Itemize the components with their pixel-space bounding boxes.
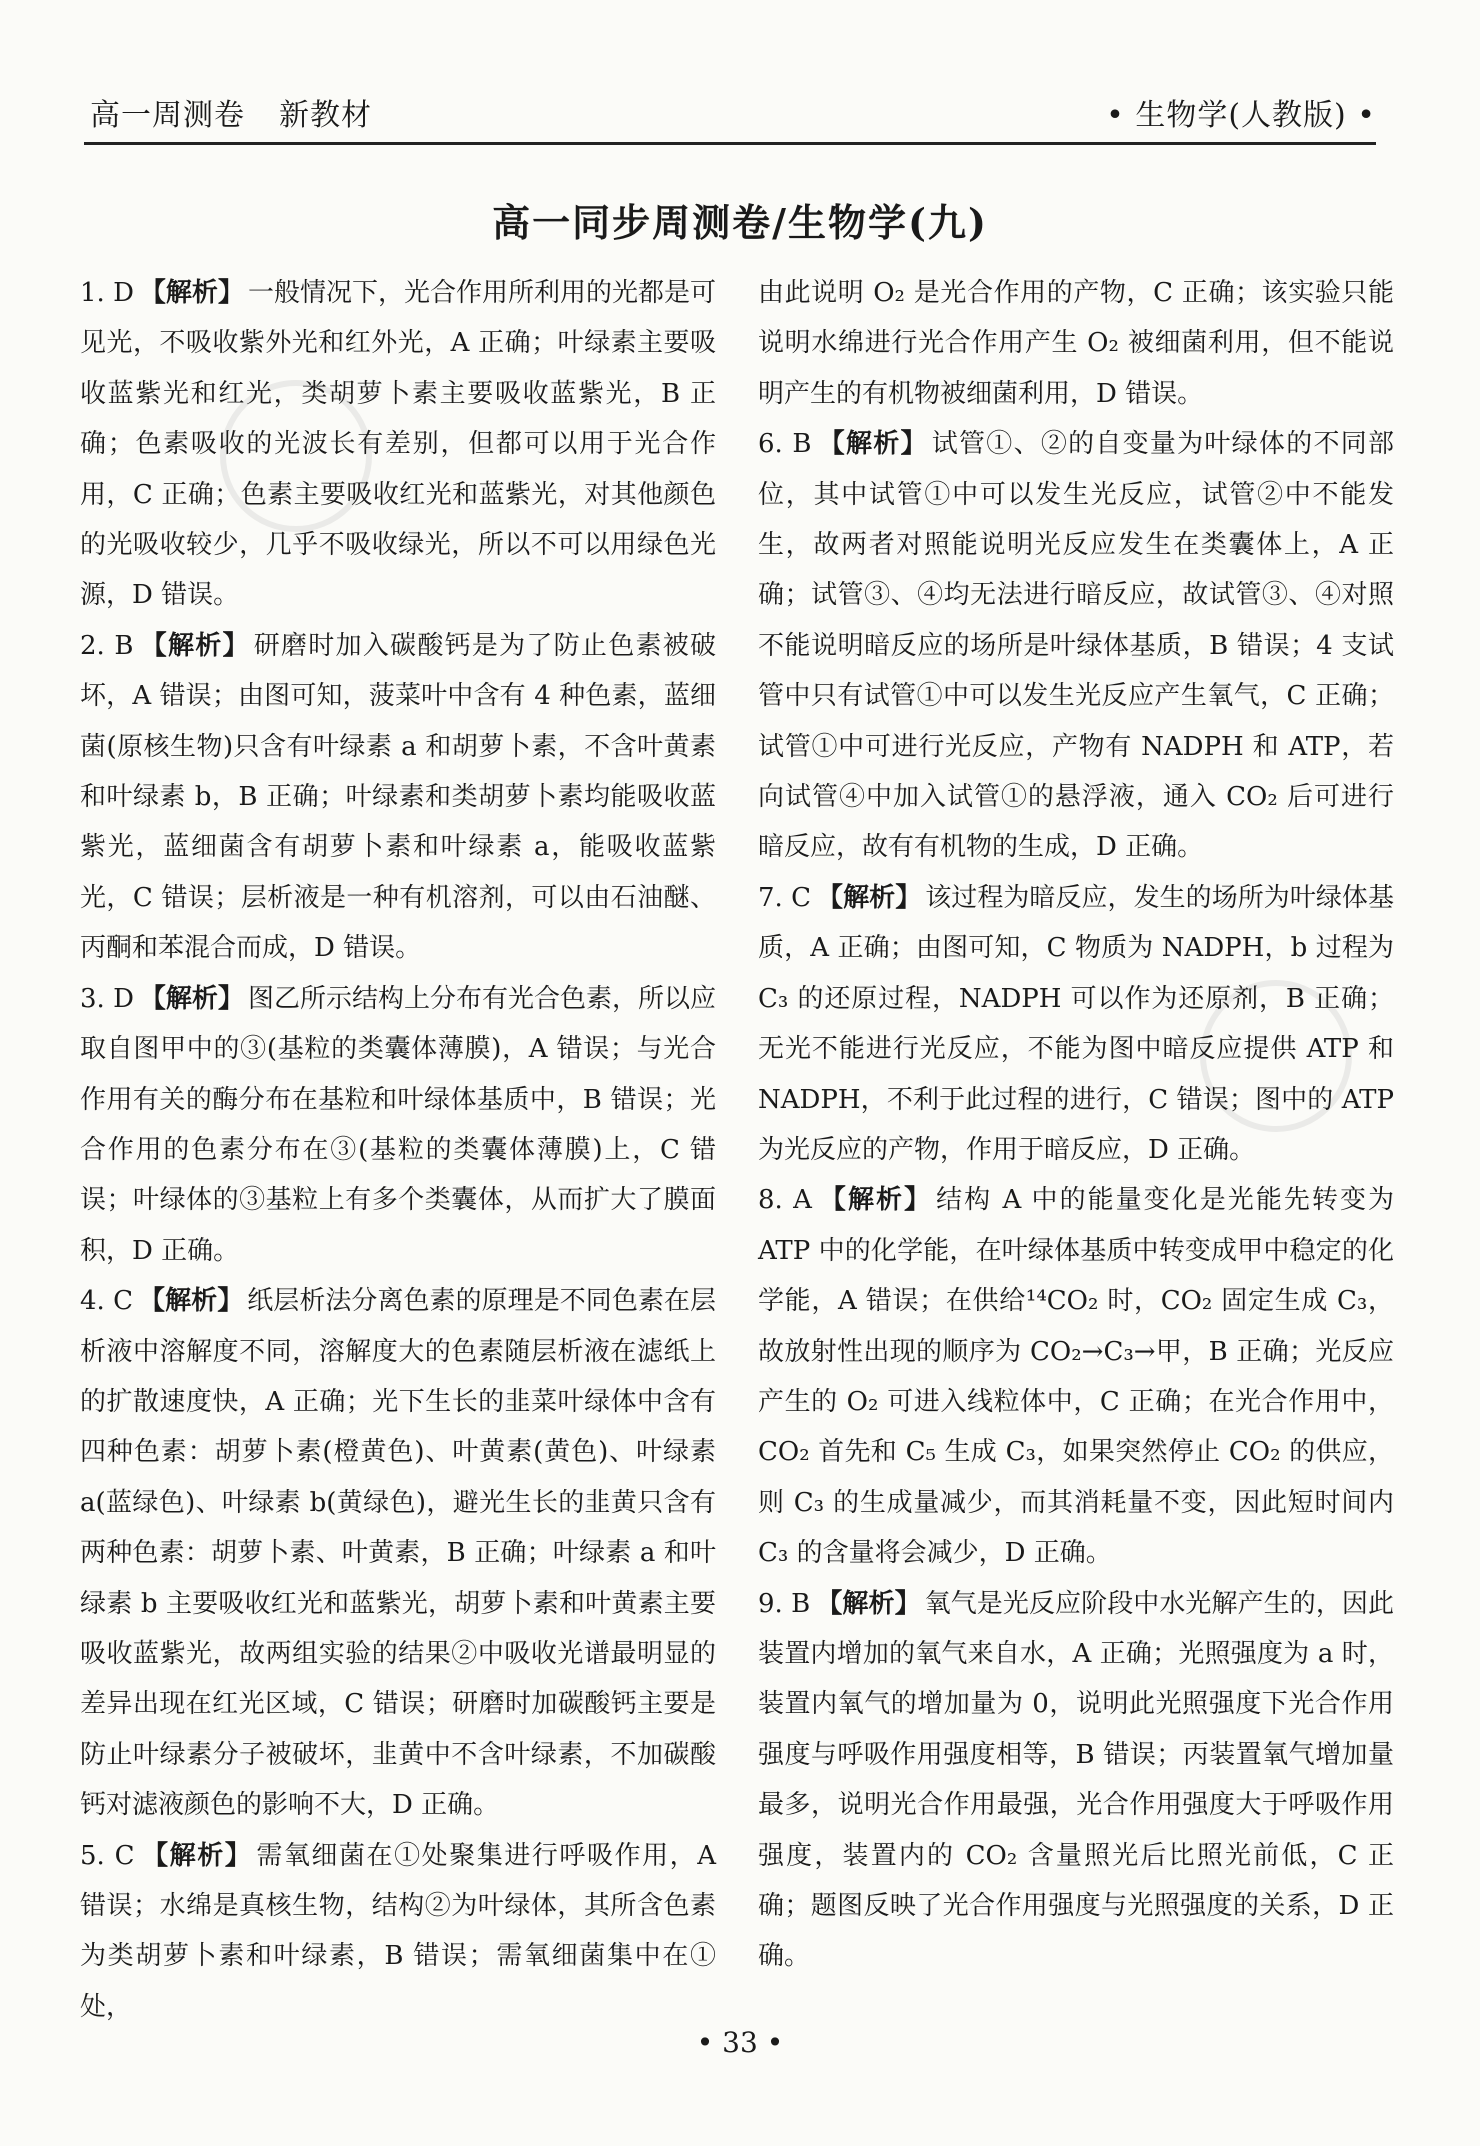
answer-text: 图乙所示结构上分布有光合色素，所以应取自图甲中的③(基粒的类囊体薄膜)，A 错误；与光合作用有关的酶分布在基粒和叶绿体基质中，B 错误；光合作用的色素分布在③(基粒的类囊体薄膜)上，C 错误；叶绿体的③基粒上有多个类囊体，从而扩大了膜面积，D 正确。 <box>80 983 716 1266</box>
answer-text: 由此说明 O₂ 是光合作用的产物，C 正确；该实验只能说明水绵进行光合作用产生 O₂ 被细菌利用，但不能说明产生的有机物被细菌利用，D 错误。 <box>758 278 1394 409</box>
answer-item-2: 2. B 【解析】 研磨时加入碳酸钙是为了防止色素被破坏，A 错误；由图可知，菠菜叶中含有 4 种色素，蓝细菌(原核生物)只含有叶绿素 a 和胡萝卜素，不含叶黄素和叶绿素 b，B 正确；叶绿素和类胡萝卜素均能吸收蓝紫光，蓝细菌含有胡萝卜素和叶绿素 a，能吸收蓝紫光，C 错误；层析液是一种有机溶剂，可以由石油醚、丙酮和苯混合而成，D 错误。 <box>80 630 716 964</box>
header-edition: 新教材 <box>279 98 372 133</box>
page-number: • 33 • <box>696 2026 784 2059</box>
right-column <box>758 268 1394 1982</box>
answer-text: 试管①、②的自变量为叶绿体的不同部位，其中试管①中可以发生光反应，试管②中不能发生，故两者对照能说明光反应发生在类囊体上，A 正确；试管③、④均无法进行暗反应，故试管③、④对照不能说明暗反应的场所是叶绿体基质，B 错误；4 支试管中只有试管①中可以发生光反应产生氧气，C 正确；试管①中可进行光反应，产物有 NADPH 和 ATP，若向试管④中加入试管①的悬浮液，通入 CO₂ 后可进行暗反应，故有有机物的生成，D 正确。 <box>758 429 1394 863</box>
answer-item-7: 7. C 【解析】 该过程为暗反应，发生的场所为叶绿体基质，A 正确；由图可知，C 物质为 NADPH，b 过程为 C₃ 的还原过程，NADPH 可以作为还原剂，B 正确；无光不能进行光反应，不能为图中暗反应提供 ATP 和 NADPH，不利于此过程的进行，C 错误；图中的 ATP 为光反应的产物，作用于暗反应，D 正确。 <box>758 882 1394 1165</box>
answer-text: 该过程为暗反应，发生的场所为叶绿体基质，A 正确；由图可知，C 物质为 NADPH，b 过程为 C₃ 的还原过程，NADPH 可以作为还原剂，B 正确；无光不能进行光反应，不能为图中暗反应提供 ATP 和 NADPH，不利于此过程的进行，C 错误；图中的 ATP 为光反应的产物，作用于暗反应，D 正确。 <box>758 882 1394 1165</box>
header-left <box>90 90 406 134</box>
answer-text: 研磨时加入碳酸钙是为了防止色素被破坏，A 错误；由图可知，菠菜叶中含有 4 种色素，蓝细菌(原核生物)只含有叶绿素 a 和胡萝卜素，不含叶黄素和叶绿素 b，B 正确；叶绿素和类胡萝卜素均能吸收蓝紫光，蓝细菌含有胡萝卜素和叶绿素 a，能吸收蓝紫光，C 错误；层析液是一种有机溶剂，可以由石油醚、丙酮和苯混合而成，D 错误。 <box>80 630 716 964</box>
answer-item-3: 3. D 【解析】 图乙所示结构上分布有光合色素，所以应取自图甲中的③(基粒的类囊体薄膜)，A 错误；与光合作用有关的酶分布在基粒和叶绿体基质中，B 错误；光合作用的色素分布在③(基粒的类囊体薄膜)上，C 错误；叶绿体的③基粒上有多个类囊体，从而扩大了膜面积，D 正确。 <box>80 983 716 1266</box>
header-series: 高一周测卷 <box>90 98 245 133</box>
answer-text: 氧气是光反应阶段中水光解产生的，因此装置内增加的氧气来自水，A 正确；光照强度为 a 时，装置内氧气的增加量为 0，说明此光照强度下光合作用强度与呼吸作用强度相等，B 错误；丙装置氧气增加量最多，说明光合作用最强，光合作用强度大于呼吸作用强度，装置内的 CO₂ 含量照光后比照光前低，C 正确；题图反映了光合作用强度与光照强度的关系，D 正确。 <box>758 1588 1394 1972</box>
answer-text: 一般情况下，光合作用所利用的光都是可见光，不吸收紫外光和红外光，A 正确；叶绿素主要吸收蓝紫光和红光，类胡萝卜素主要吸收蓝紫光，B 正确；色素吸收的光波长有差别，但都可以用于光合作用，C 正确；色素主要吸收红光和蓝紫光，对其他颜色的光吸收较少，几乎不吸收绿光，所以不可以用绿色光源，D 错误。 <box>80 278 716 611</box>
header-subject: • 生物学(人教版) • <box>1106 98 1376 133</box>
answer-item-5: 5. C 【解析】 需氧细菌在①处聚集进行呼吸作用，A 错误；水绵是真核生物，结构②为叶绿体，其所含色素为类胡萝卜素和叶绿素，B 错误；需氧细菌集中在①处， <box>80 1840 716 2022</box>
page-header <box>84 96 1376 145</box>
answer-item-5-continued <box>758 268 1394 419</box>
answer-item-9: 9. B 【解析】 氧气是光反应阶段中水光解产生的，因此装置内增加的氧气来自水，A 正确；光照强度为 a 时，装置内氧气的增加量为 0，说明此光照强度下光合作用强度与呼吸作用强度相等，B 错误；丙装置氧气增加量最多，说明光合作用最强，光合作用强度大于呼吸作用强度，装置内的 CO₂ 含量照光后比照光前低，C 正确；题图反映了光合作用强度与光照强度的关系，D 正确。 <box>758 1588 1394 1972</box>
answer-item-8: 8. A 【解析】 结构 A 中的能量变化是光能先转变为 ATP 中的化学能，在叶绿体基质中转变成甲中稳定的化学能，A 错误；在供给¹⁴CO₂ 时，CO₂ 固定生成 C₃，故放射性出现的顺序为 CO₂→C₃→甲，B 正确；光反应产生的 O₂ 可进入线粒体中，C 正确；在光合作用中，CO₂ 首先和 C₅ 生成 C₃，如果突然停止 CO₂ 的供应，则 C₃ 的生成量减少，而其消耗量不变，因此短时间内 C₃ 的含量将会减少，D 正确。 <box>758 1185 1394 1569</box>
page-title: 高一同步周测卷/生物学(九) <box>492 200 988 245</box>
answer-text: 需氧细菌在①处聚集进行呼吸作用，A 错误；水绵是真核生物，结构②为叶绿体，其所含色素为类胡萝卜素和叶绿素，B 错误；需氧细菌集中在①处， <box>80 1840 716 2022</box>
answer-item-4: 4. C 【解析】 纸层析法分离色素的原理是不同色素在层析液中溶解度不同，溶解度大的色素随层析液在滤纸上的扩散速度快，A 正确；光下生长的韭菜叶绿体中含有四种色素：胡萝卜素(橙黄色)、叶黄素(黄色)、叶绿素 a(蓝绿色)、叶绿素 b(黄绿色)，避光生长的韭黄只含有两种色素：胡萝卜素、叶黄素，B 正确；叶绿素 a 和叶绿素 b 主要吸收红光和蓝紫光，胡萝卜素和叶黄素主要吸收蓝紫光，故两组实验的结果②中吸收光谱最明显的差异出现在红光区域，C 错误；研磨时加碳酸钙主要是防止叶绿素分子被破坏，韭黄中不含叶绿素，不加碳酸钙对滤液颜色的影响不大，D 正确。 <box>80 1286 716 1821</box>
answer-text: 纸层析法分离色素的原理是不同色素在层析液中溶解度不同，溶解度大的色素随层析液在滤纸上的扩散速度快，A 正确；光下生长的韭菜叶绿体中含有四种色素：胡萝卜素(橙黄色)、叶黄素(黄色)、叶绿素 a(蓝绿色)、叶绿素 b(黄绿色)，避光生长的韭黄只含有两种色素：胡萝卜素、叶黄素，B 正确；叶绿素 a 和叶绿素 b 主要吸收红光和蓝紫光，胡萝卜素和叶黄素主要吸收蓝紫光，故两组实验的结果②中吸收光谱最明显的差异出现在红光区域，C 错误；研磨时加碳酸钙主要是防止叶绿素分子被破坏，韭黄中不含叶绿素，不加碳酸钙对滤液颜色的影响不大，D 正确。 <box>80 1286 716 1821</box>
left-column <box>80 268 716 2032</box>
answer-item-1: 1. D 【解析】 一般情况下，光合作用所利用的光都是可见光，不吸收紫外光和红外光，A 正确；叶绿素主要吸收蓝紫光和红光，类胡萝卜素主要吸收蓝紫光，B 正确；色素吸收的光波长有差别，但都可以用于光合作用，C 正确；色素主要吸收红光和蓝紫光，对其他颜色的光吸收较少，几乎不吸收绿光，所以不可以用绿色光源，D 错误。 <box>80 278 716 611</box>
answer-item-6: 6. B 【解析】 试管①、②的自变量为叶绿体的不同部位，其中试管①中可以发生光反应，试管②中不能发生，故两者对照能说明光反应发生在类囊体上，A 正确；试管③、④均无法进行暗反应，故试管③、④对照不能说明暗反应的场所是叶绿体基质，B 错误；4 支试管中只有试管①中可以发生光反应产生氧气，C 正确；试管①中可进行光反应，产物有 NADPH 和 ATP，若向试管④中加入试管①的悬浮液，通入 CO₂ 后可进行暗反应，故有有机物的生成，D 正确。 <box>758 429 1394 863</box>
answer-text: 结构 A 中的能量变化是光能先转变为 ATP 中的化学能，在叶绿体基质中转变成甲中稳定的化学能，A 错误；在供给¹⁴CO₂ 时，CO₂ 固定生成 C₃，故放射性出现的顺序为 CO₂→C₃→甲，B 正确；光反应产生的 O₂ 可进入线粒体中，C 正确；在光合作用中，CO₂ 首先和 C₅ 生成 C₃，如果突然停止 CO₂ 的供应，则 C₃ 的生成量减少，而其消耗量不变，因此短时间内 C₃ 的含量将会减少，D 正确。 <box>758 1185 1394 1569</box>
